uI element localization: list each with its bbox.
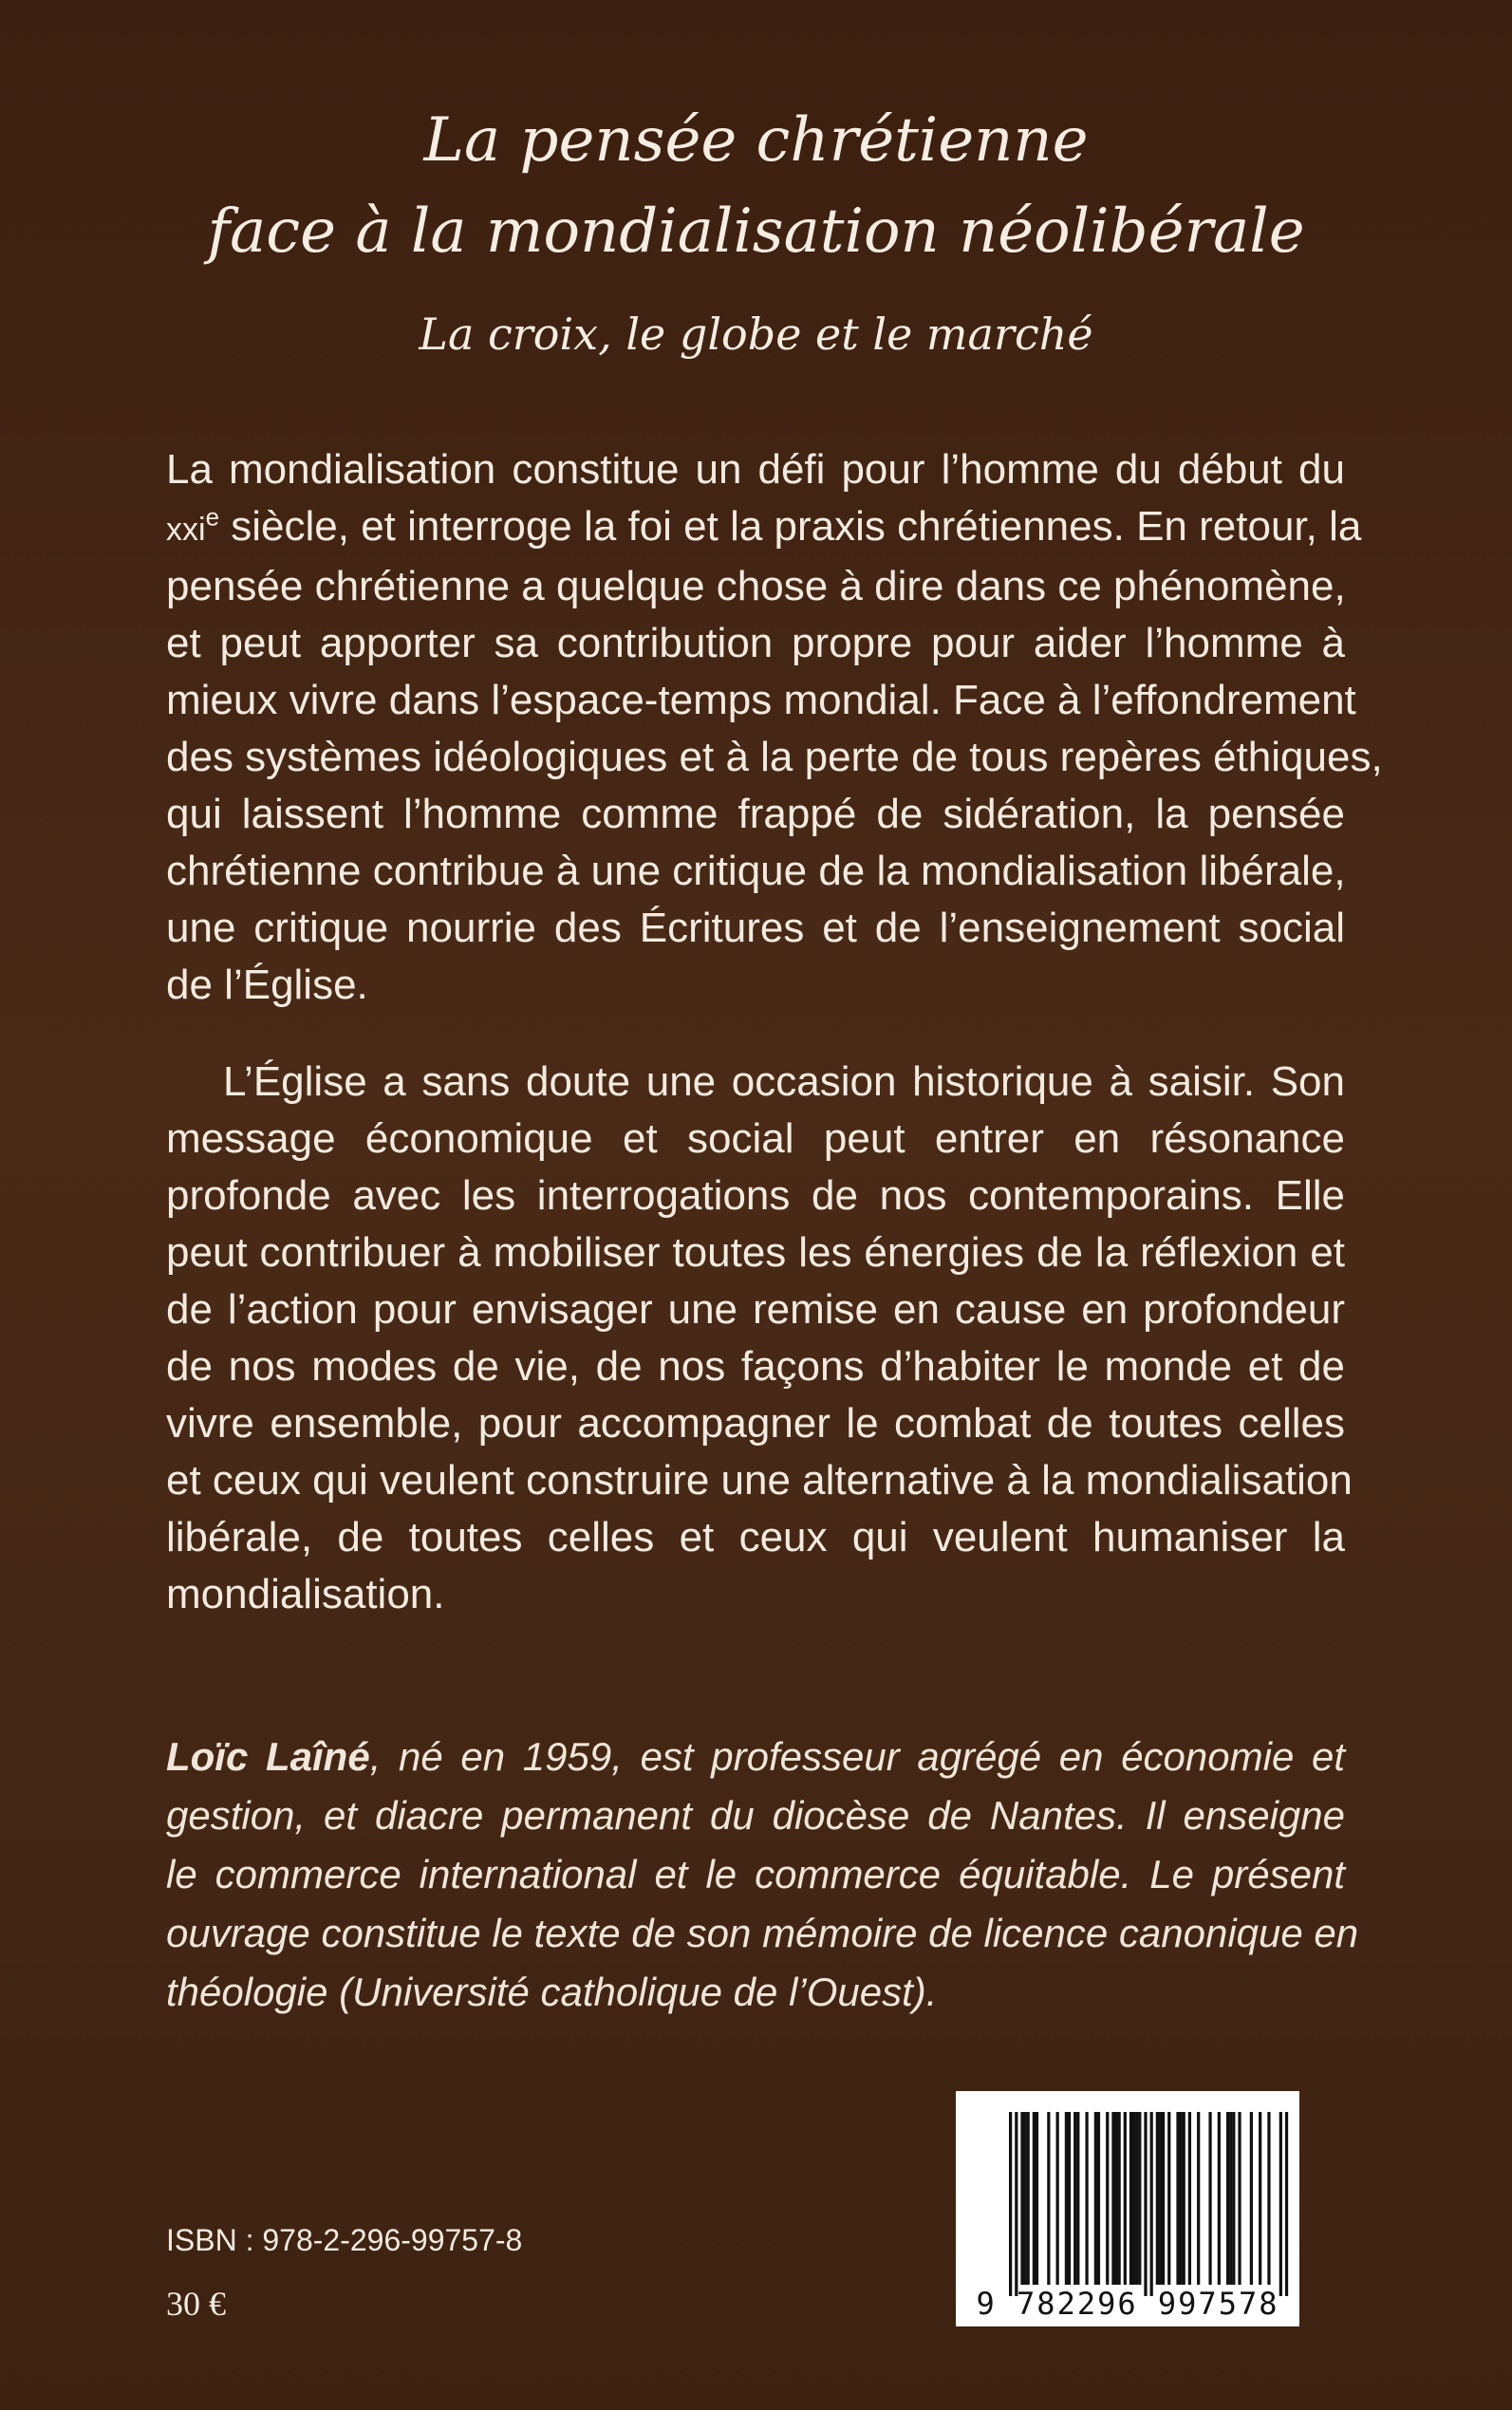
barcode-bar [1124, 2112, 1127, 2285]
author-bio-line: ouvrage constitue le texte de son mémoire de licence canonique en [166, 1911, 1359, 1955]
barcode-bar [1150, 2112, 1153, 2296]
author-name: Loïc Laîné [166, 1734, 370, 1779]
barcode [956, 2091, 1299, 2326]
isbn-label: ISBN : 978-2-296-99757-8 [166, 2223, 523, 2257]
author-bio-text: , né en 1959, est professeur agrégé en économie et [369, 1734, 1345, 1779]
blurb-paragraph-1 [166, 441, 1383, 1014]
barcode-bar [1036, 2112, 1038, 2285]
blurb-line: une critique nourrie des Écritures et de l’enseignement social [166, 905, 1345, 951]
barcode-bar [1285, 2112, 1288, 2296]
barcode-bar [1259, 2112, 1261, 2285]
barcode-bar [1279, 2112, 1282, 2296]
blurb-line: et ceux qui veulent construire une alternative à la mondialisation [166, 1457, 1353, 1504]
barcode-bar [1238, 2112, 1241, 2285]
blurb-line: L’Église a sans doute une occasion historique à saisir. Son [223, 1058, 1345, 1105]
barcode-bar [1162, 2112, 1165, 2285]
title-line-1: La pensée chrétienne [423, 105, 1089, 176]
barcode-bar [1132, 2112, 1135, 2285]
barcode-bar [1023, 2112, 1026, 2285]
barcode-bar [1144, 2112, 1147, 2296]
barcode-bar [1085, 2112, 1088, 2285]
barcode-bar [1106, 2112, 1109, 2285]
barcode-bar [1208, 2112, 1211, 2285]
blurb-paragraph-2 [166, 1054, 1353, 1623]
barcode-bar [1097, 2112, 1100, 2285]
barcode-bar [1068, 2112, 1071, 2285]
blurb-line: profonde avec les interrogations de nos contemporains. Elle [166, 1172, 1345, 1219]
barcode-bar [1065, 2112, 1068, 2285]
blurb-line: message économique et social peut entrer en résonance [166, 1115, 1345, 1162]
barcode-bar [1056, 2112, 1059, 2285]
blurb-line: libérale, de toutes celles et ceux qui veulent humaniser la [166, 1514, 1345, 1560]
barcode-bar [1033, 2112, 1036, 2285]
barcode-bar [1250, 2112, 1253, 2285]
barcode-bar [1135, 2112, 1138, 2285]
blurb-line: vivre ensemble, pour accompagner le combat de toutes celles [166, 1400, 1345, 1447]
blurb-line: de l’Église. [166, 962, 368, 1008]
barcode-bar [1076, 2112, 1079, 2285]
blurb-line: mondialisation. [166, 1571, 445, 1617]
barcode-bar [1159, 2112, 1162, 2285]
barcode-bar [1156, 2112, 1159, 2285]
author-bio-line: gestion, et diacre permanent du diocèse de Nantes. Il enseigne [166, 1793, 1345, 1838]
barcode-bar [1073, 2112, 1076, 2285]
barcode-bar [1197, 2112, 1200, 2285]
century-numeral: xxi [166, 512, 206, 548]
barcode-bar [1179, 2112, 1182, 2285]
author-bio [166, 1728, 1359, 2022]
blurb-line-text: siècle, et interroge la foi et la praxis chrétiennes. En retour, la [219, 503, 1362, 550]
price-label: 30 € [166, 2285, 226, 2323]
author-bio-line: théologie (Université catholique de l’Ouest). [166, 1970, 938, 2014]
barcode-bar [1229, 2112, 1232, 2285]
barcode-bar [1129, 2112, 1132, 2285]
barcode-bar [1138, 2112, 1141, 2285]
blurb-line: qui laissent l’homme comme frappé de sidération, la pensée [166, 791, 1345, 837]
blurb-line: peut contribuer à mobiliser toutes les énergies de la réflexion et [166, 1229, 1345, 1276]
blurb-line [166, 498, 1362, 558]
barcode-bar [1047, 2112, 1050, 2285]
century-superscript: e [205, 502, 220, 532]
barcode-bar [1267, 2112, 1270, 2285]
barcode-bar [1218, 2112, 1221, 2285]
author-bio-line [166, 1728, 1345, 1786]
barcode-bar [1114, 2112, 1117, 2285]
blurb-line: de l’action pour envisager une remise en cause en profondeur [166, 1286, 1345, 1333]
book-title [0, 95, 1512, 277]
author-bio-line: le commerce international et le commerce équitable. Le présent [166, 1852, 1345, 1896]
barcode-bar [1176, 2112, 1179, 2285]
barcode-bar [1118, 2112, 1121, 2285]
barcode-bar [1188, 2112, 1191, 2285]
barcode-number: 9 782296 997578 [976, 2286, 1279, 2322]
blurb-line: chrétienne contribue à une critique de la mondialisation libérale, [166, 848, 1346, 894]
barcode-bar [1226, 2112, 1229, 2285]
blurb-line: mieux vivre dans l’espace-temps mondial. Face à l’effondrement [166, 677, 1356, 723]
title-line-2: face à la mondialisation néolibérale [207, 196, 1305, 267]
blurb-line: La mondialisation constitue un défi pour l’homme du début du [166, 446, 1345, 493]
barcode-bar [1009, 2112, 1012, 2296]
barcode-bar [1232, 2112, 1235, 2285]
blurb-line: des systèmes idéologiques et à la perte de tous repères éthiques, [166, 734, 1383, 780]
blurb-line: pensée chrétienne a quelque chose à dire dans ce phénomène, [166, 563, 1346, 609]
book-subtitle: La croix, le globe et le marché [419, 308, 1093, 360]
barcode-bar [1020, 2112, 1023, 2285]
barcode-bar [1111, 2112, 1114, 2285]
barcode-bar [1167, 2112, 1170, 2285]
barcode-bar [1015, 2112, 1017, 2296]
barcode-bar [1094, 2112, 1097, 2285]
barcode-bar [1027, 2112, 1030, 2285]
barcode-bar [1183, 2112, 1185, 2285]
blurb-line: de nos modes de vie, de nos façons d’habiter le monde et de [166, 1343, 1345, 1390]
blurb-line: et peut apporter sa contribution propre pour aider l’homme à [166, 620, 1345, 666]
